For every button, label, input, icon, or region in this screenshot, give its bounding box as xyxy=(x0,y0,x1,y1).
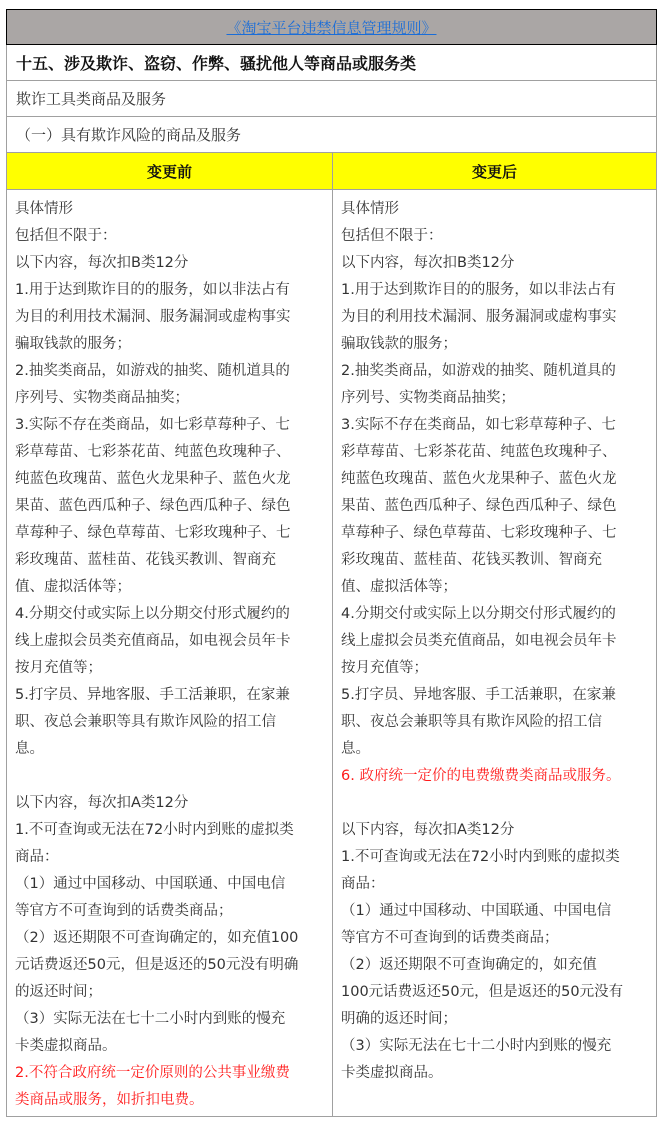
title-row xyxy=(6,9,657,45)
rule-text-line: 1.不可查询或无法在72小时内到账的虚拟类 xyxy=(341,849,620,865)
rule-text-line: 值、虚拟活体等； xyxy=(341,579,457,595)
rule-text-line: （1）通过中国移动、中国联通、中国电信 xyxy=(341,903,612,919)
rule-title-link[interactable]: 《淘宝平台违禁信息管理规则》 xyxy=(226,18,437,37)
rule-text-line: 具体情形 xyxy=(341,201,399,217)
rule-text-line: 等官方不可查询到的话费类商品； xyxy=(15,903,233,919)
rule-text-line: 2.抽奖类商品，如游戏的抽奖、随机道具的 xyxy=(341,363,616,379)
rule-text-line: 线上虚拟会员类充值商品，如电视会员年卡 xyxy=(15,633,291,649)
rule-text-line: 果苗、蓝色西瓜种子、绿色西瓜种子、绿色 xyxy=(341,498,617,514)
rule-text-line: 商品： xyxy=(341,876,385,892)
column-header-after: 变更后 xyxy=(471,162,517,181)
subsection-label: （一）具有欺诈风险的商品及服务 xyxy=(6,117,657,153)
rule-text-line: 卡类虚拟商品。 xyxy=(341,1065,443,1081)
after-column xyxy=(333,190,656,1116)
rule-text-line: 5.打字员、异地客服、手工活兼职，在家兼 xyxy=(341,687,616,703)
rule-text-line: 彩草莓苗、七彩茶花苗、纯蓝色玫瑰种子、 xyxy=(341,444,617,460)
rule-text-line: 商品： xyxy=(15,849,59,865)
rule-text-line: 1.用于达到欺诈目的的服务，如以非法占有 xyxy=(341,282,616,298)
rule-text-line: 1.用于达到欺诈目的的服务，如以非法占有 xyxy=(15,282,290,298)
rule-text-line: 为目的利用技术漏洞、服务漏洞或虚构事实 xyxy=(15,309,291,325)
rule-text-line: 职、夜总会兼职等具有欺诈风险的招工信 xyxy=(341,714,602,730)
rule-text-line: 的返还时间； xyxy=(15,984,102,1000)
rule-text-line: 彩玫瑰苗、蓝桂苗、花钱买教训、智商充 xyxy=(341,552,602,568)
highlighted-change-line: 6. 政府统一定价的电费缴费类商品或服务。 xyxy=(341,768,621,784)
rule-text-line: 卡类虚拟商品。 xyxy=(15,1038,117,1054)
rule-text-line: 具体情形 xyxy=(15,201,73,217)
rule-text-line xyxy=(15,763,324,790)
rule-text-line: 值、虚拟活体等； xyxy=(15,579,131,595)
highlighted-change-line: 2.不符合政府统一定价原则的公共事业缴费 xyxy=(15,1065,290,1081)
rule-text-line: 包括但不限于： xyxy=(15,228,117,244)
rule-text-line: 骗取钱款的服务； xyxy=(341,336,457,352)
rule-change-table xyxy=(6,9,657,1117)
rule-text-line: 按月充值等； xyxy=(15,660,102,676)
rule-text-line: 以下内容，每次扣B类12分 xyxy=(15,255,189,271)
rule-text-line: （2）返还期限不可查询确定的，如充值100 xyxy=(15,930,299,946)
rule-text-line: 彩草莓苗、七彩茶花苗、纯蓝色玫瑰种子、 xyxy=(15,444,291,460)
rule-text-line: 以下内容，每次扣A类12分 xyxy=(15,795,189,811)
column-header-before: 变更前 xyxy=(7,153,333,189)
rule-text-line: 包括但不限于： xyxy=(341,228,443,244)
rule-text-line: 元话费返还50元，但是返还的50元没有明确 xyxy=(15,957,299,973)
rule-text-line: 序列号、实物类商品抽奖； xyxy=(341,390,515,406)
section-title: 十五、涉及欺诈、盗窃、作弊、骚扰他人等商品或服务类 xyxy=(6,45,657,81)
rule-text-line: 4.分期交付或实际上以分期交付形式履约的 xyxy=(341,606,616,622)
rule-text-line: 3.实际不存在类商品，如七彩草莓种子、七 xyxy=(15,417,290,433)
rule-text-line: （2）返还期限不可查询确定的，如充值 xyxy=(341,957,597,973)
content-row xyxy=(6,190,657,1117)
rule-text-line: 100元话费返还50元，但是返还的50元没有 xyxy=(341,984,624,1000)
rule-text-line: 纯蓝色玫瑰苗、蓝色火龙果种子、蓝色火龙 xyxy=(15,471,291,487)
rule-text-line: 职、夜总会兼职等具有欺诈风险的招工信 xyxy=(15,714,276,730)
rule-text-line: （1）通过中国移动、中国联通、中国电信 xyxy=(15,876,286,892)
before-column xyxy=(7,190,333,1116)
rule-text-line: 等官方不可查询到的话费类商品； xyxy=(341,930,559,946)
subcategory-label: 欺诈工具类商品及服务 xyxy=(6,81,657,117)
highlighted-change-line: 类商品或服务，如折扣电费。 xyxy=(15,1092,204,1108)
rule-text-line: 以下内容，每次扣A类12分 xyxy=(341,822,515,838)
rule-text-line xyxy=(341,790,648,817)
rule-text-line: 以下内容，每次扣B类12分 xyxy=(341,255,515,271)
rule-text-line: 线上虚拟会员类充值商品，如电视会员年卡 xyxy=(341,633,617,649)
rule-text-line: 5.打字员、异地客服、手工活兼职，在家兼 xyxy=(15,687,290,703)
rule-text-line: 息。 xyxy=(15,741,44,757)
rule-text-line: （3）实际无法在七十二小时内到账的慢充 xyxy=(341,1038,612,1054)
rule-text-line: （3）实际无法在七十二小时内到账的慢充 xyxy=(15,1011,286,1027)
rule-text-line: 息。 xyxy=(341,741,370,757)
rule-text-line: 草莓种子、绿色草莓苗、七彩玫瑰种子、七 xyxy=(341,525,617,541)
rule-text-line: 2.抽奖类商品，如游戏的抽奖、随机道具的 xyxy=(15,363,290,379)
rule-text-line: 按月充值等； xyxy=(341,660,428,676)
rule-text-line: 为目的利用技术漏洞、服务漏洞或虚构事实 xyxy=(341,309,617,325)
rule-text-line: 骗取钱款的服务； xyxy=(15,336,131,352)
rule-text-line: 明确的返还时间； xyxy=(341,1011,457,1027)
rule-text-line: 序列号、实物类商品抽奖； xyxy=(15,390,189,406)
rule-text-line: 4.分期交付或实际上以分期交付形式履约的 xyxy=(15,606,290,622)
rule-text-line: 草莓种子、绿色草莓苗、七彩玫瑰种子、七 xyxy=(15,525,291,541)
rule-text-line: 纯蓝色玫瑰苗、蓝色火龙果种子、蓝色火龙 xyxy=(341,471,617,487)
rule-text-line: 1.不可查询或无法在72小时内到账的虚拟类 xyxy=(15,822,294,838)
rule-text-line: 3.实际不存在类商品，如七彩草莓种子、七 xyxy=(341,417,616,433)
column-header-row xyxy=(6,153,657,190)
rule-text-line: 果苗、蓝色西瓜种子、绿色西瓜种子、绿色 xyxy=(15,498,291,514)
rule-text-line: 彩玫瑰苗、蓝桂苗、花钱买教训、智商充 xyxy=(15,552,276,568)
